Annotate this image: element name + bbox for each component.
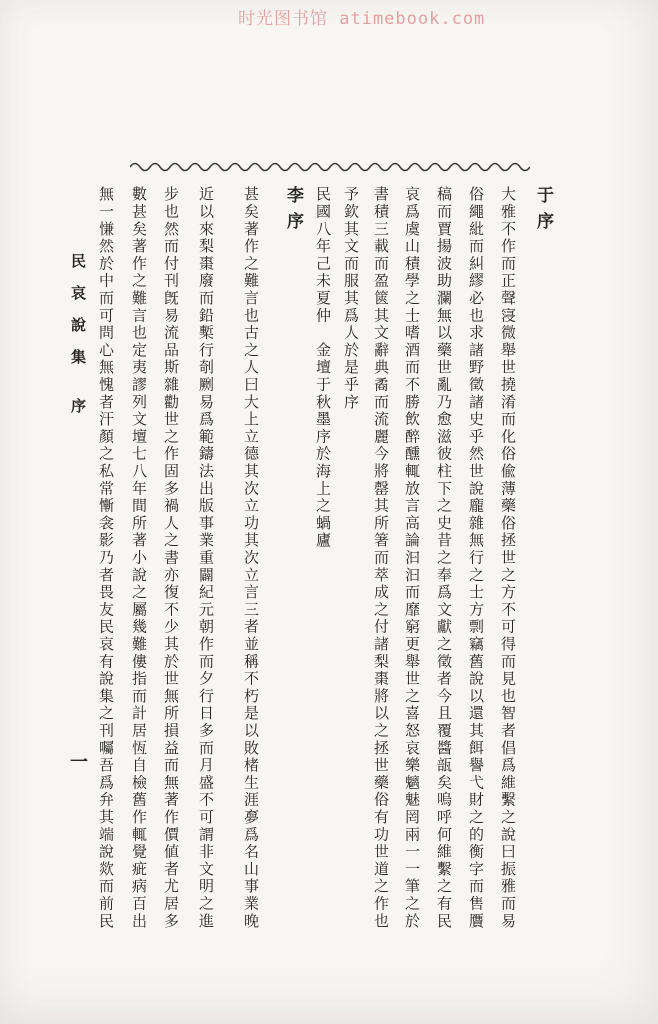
li-text-column-1: 甚矣著作之難言也古之人曰大上立德其次立功其次立言三者並稱不朽是以敗楮生涯夣爲名山事業晚: [242, 186, 260, 930]
preface-yu-title: 于序: [533, 186, 553, 238]
preface-li-title: 李序: [283, 186, 303, 238]
li-text-column-5: 無一慊然於中而可問心無愧者汗顏之私常慚衾影乃者畏友民哀有說集之刊囑吾爲弁其端說欻而前民: [97, 186, 115, 930]
wavy-divider-rule: [130, 158, 530, 174]
li-text-column-2: 近以來梨棗廢而鉛槧行剞劂易爲範鑄法出版事業重闢紀元朝作而夕行日多而月盛不可謂非文明之進: [197, 186, 215, 930]
yu-text-column-6: 予欽其文而服其爲人於是乎序: [342, 186, 360, 411]
library-watermark: 时光图书馆 atimebook.com: [238, 9, 486, 29]
yu-signature-column: 民國八年己未夏仲 金壇于秋墨序於海上之蝸廬: [314, 186, 332, 550]
yu-text-column-5: 書積三載而盈篋其文辭典矞而流麗今將罄其所箸而萃成之付諸梨棗將以之拯世藥俗有功世道之作也: [372, 186, 390, 930]
margin-book-title: 民哀說集: [69, 253, 87, 381]
li-text-column-4: 數甚矣著作之難言也定夷謬列文壇七八年間所著小說之屬幾難僂指而計居恆自檢舊作輒覺疵病百出: [130, 186, 148, 930]
margin-section-label: 序: [69, 398, 87, 416]
yu-text-column-1: 大雅不作而正聲寖微舉世撓淆而化俗偸薄藥俗拯世之方不可得而見也智者倡爲維繫之說曰振雅而易: [499, 186, 517, 930]
yu-text-column-3: 稿而賈揚波助瀾無以藥世亂乃愈滋彼柱下之史昔之奉爲文獻之徵者今且覆醬瓿矣嗚呼何維繫之有民: [435, 186, 453, 930]
li-text-column-3: 步也然而付刊旣易流品斯雜勸世之作固多禍人之書亦復不少其於世無所損益而無著作價値者尤居多: [162, 186, 180, 930]
page-number: 一: [67, 752, 88, 770]
yu-text-column-2: 俗繩紕而糾繆必也求諸野徵諸史乎然世說龐雜無行之士方剽竊舊說以還其餌譽弋財之的衡字而售贋: [467, 186, 485, 930]
yu-text-column-4: 哀爲虞山積學之士嗜酒而不勝飲醉醺輒放言高論汩汩而靡窮更舉世之喜怒哀樂魑魅罔兩一一筆之於: [403, 186, 421, 930]
